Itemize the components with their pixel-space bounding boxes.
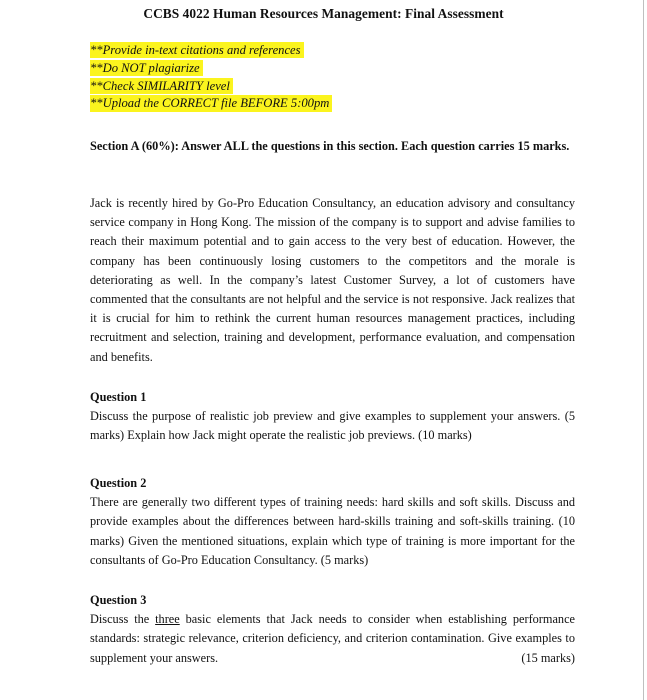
question-3-underlined-word: three [155,612,180,627]
highlighted-notes [90,42,332,113]
question-2 [90,474,575,570]
note-upload: **Upload the CORRECT file BEFORE 5:00pm [90,95,332,111]
question-1-title: Question 1 [90,390,147,404]
case-intro-paragraph: Jack is recently hired by Go-Pro Education Consultancy, an education advisory and consultancy service company in Hong Kong. The mission of the company is to support and advise families to reach their maximum potential and to gain access to the very best of education. However, the company has been continuously losing customers to the competitors and the morale is deteriorating as well. In the company’s latest Customer Survey, a lot of customers have commented that the consultants are not helpful and the service is not responsive. Jack realizes that it is crucial for him to rethink the current human resources management practices, including recruitment and selection, training and development, performance evaluation, and compensation and benefits. [90,196,575,364]
question-3-title: Question 3 [90,593,147,607]
section-a-heading: Section A (60%): Answer ALL the questions in this section. Each question carries 15 marks. [90,139,570,153]
note-plagiarize: **Do NOT plagiarize [90,60,203,76]
question-3-text-after: basic elements that Jack needs to consider when establishing performance standards: strategic relevance, criterion deficiency, and criterion contamination. Give examples to supplement your answers. [90,612,575,665]
note-citations: **Provide in-text citations and references [90,42,304,58]
question-1-text: Discuss the purpose of realistic job preview and give examples to supplement your answers. (5 marks) Explain how Jack might operate the realistic job previews. (10 marks) [90,409,575,443]
question-3 [90,591,575,668]
question-3-text-before: Discuss the [90,612,156,627]
question-3-marks: (15 marks) [521,650,575,665]
document-title: CCBS 4022 Human Resources Management: Final Assessment [143,6,504,21]
question-1 [90,388,575,446]
page-edge-line [643,0,644,700]
note-similarity: **Check SIMILARITY level [90,78,233,94]
question-2-text: There are generally two different types of training needs: hard skills and soft skills. Discuss and provide examples about the differences between hard-skills training and soft-skills training. (10 marks) Given the mentioned situations, explain which type of training is more important for the consultants of Go-Pro Education Consultancy. (5 marks) [90,495,575,567]
question-2-title: Question 2 [90,476,147,490]
